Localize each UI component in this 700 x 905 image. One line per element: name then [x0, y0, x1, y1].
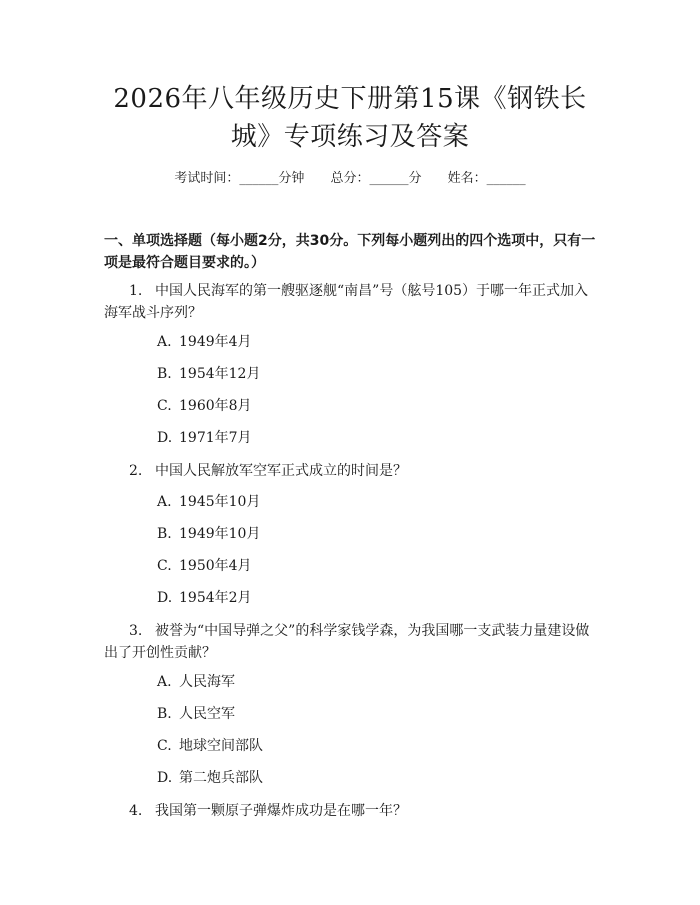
option-letter: D. — [157, 590, 173, 606]
question-number: 4. — [129, 803, 143, 819]
option-text: 1949年4月 — [179, 334, 252, 350]
question-3 — [104, 620, 599, 664]
question-4 — [104, 800, 599, 822]
option-letter: A. — [157, 494, 172, 510]
question-text: 中国人民解放军空军正式成立的时间是？ — [155, 463, 407, 479]
total-score-field — [330, 170, 421, 188]
page-title-line-1: 2026年八年级历史下册第15课《钢铁长 — [113, 84, 587, 114]
question-number: 2. — [129, 463, 143, 479]
total-score-label: 总分： — [330, 171, 370, 186]
option-text: 第二炮兵部队 — [179, 770, 263, 786]
question-1-option-b — [157, 364, 260, 384]
name-label: 姓名： — [447, 171, 487, 186]
question-1 — [104, 280, 599, 324]
question-text: 中国人民海军的第一艘驱逐舰“南昌”号（舷号105）于哪一年正式加入海军战斗序列？ — [104, 283, 589, 321]
total-score-blank: ______ — [369, 171, 409, 186]
option-text: 1949年10月 — [179, 526, 261, 542]
name-field — [448, 170, 526, 188]
option-text: 1960年8月 — [179, 398, 252, 414]
question-text: 被誉为“中国导弹之父”的科学家钱学森，为我国哪一支武装力量建设做出了开创性贡献？ — [104, 623, 590, 661]
question-number: 1. — [129, 283, 143, 299]
option-letter: D. — [157, 770, 173, 786]
option-text: 人民海军 — [179, 674, 235, 690]
question-2-option-b — [157, 524, 260, 544]
question-2-option-c — [157, 556, 252, 576]
question-1-option-d — [157, 428, 252, 448]
question-2-option-d — [157, 588, 252, 608]
option-letter: A. — [157, 334, 172, 350]
option-letter: B. — [157, 526, 172, 542]
question-1-option-a — [157, 332, 252, 352]
exam-time-blank: ______ — [239, 171, 279, 186]
exam-time-unit: 分钟 — [278, 171, 305, 186]
question-text: 我国第一颗原子弹爆炸成功是在哪一年？ — [155, 803, 407, 819]
option-text: 地球空间部队 — [179, 738, 263, 754]
exam-time-field — [174, 170, 304, 188]
exam-time-label: 考试时间： — [174, 171, 240, 186]
page-title-line-2: 城》专项练习及答案 — [230, 122, 470, 152]
question-2-option-a — [157, 492, 260, 512]
question-1-option-c — [157, 396, 252, 416]
option-letter: C. — [157, 558, 172, 574]
option-letter: C. — [157, 738, 172, 754]
option-text: 1950年4月 — [179, 558, 252, 574]
option-letter: B. — [157, 366, 172, 382]
option-text: 人民空军 — [179, 706, 235, 722]
exam-info-line — [0, 170, 700, 188]
section-heading: 一、单项选择题（每小题2分，共30分。下列每小题列出的四个选项中，只有一项是最符合题目要求的。） — [104, 233, 596, 271]
question-3-option-a — [157, 672, 235, 692]
option-letter: C. — [157, 398, 172, 414]
question-3-option-b — [157, 704, 235, 724]
question-3-option-c — [157, 736, 263, 756]
name-blank: ______ — [486, 171, 526, 186]
option-text: 1954年2月 — [179, 590, 252, 606]
question-number: 3. — [129, 623, 143, 639]
option-text: 1954年12月 — [179, 366, 261, 382]
question-2 — [104, 460, 599, 482]
option-letter: D. — [157, 430, 173, 446]
question-3-option-d — [157, 768, 263, 788]
option-letter: B. — [157, 706, 172, 722]
option-text: 1945年10月 — [179, 494, 261, 510]
option-letter: A. — [157, 674, 172, 690]
total-score-unit: 分 — [408, 171, 422, 186]
option-text: 1971年7月 — [179, 430, 252, 446]
